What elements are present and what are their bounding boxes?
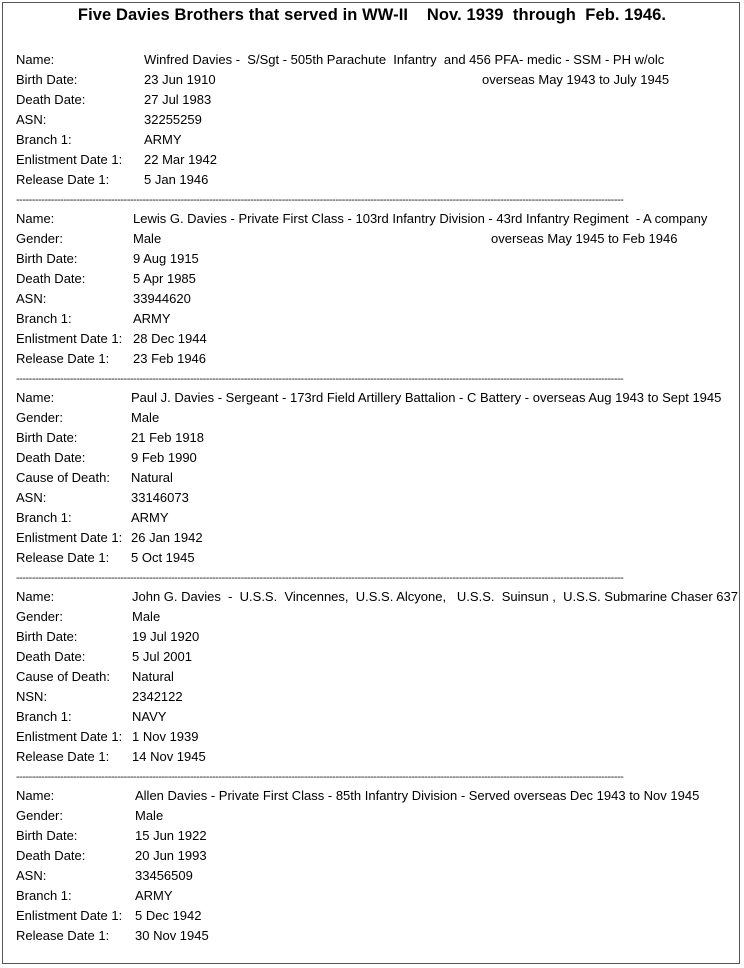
release-date-label: Release Date 1: xyxy=(16,928,110,943)
asn-label: ASN: xyxy=(16,490,47,505)
cause-of-death-value: Natural xyxy=(132,669,174,684)
release-date-label: Release Date 1: xyxy=(16,351,110,366)
birth-date-value: 23 Jun 1910 xyxy=(144,72,216,87)
release-date-value: 30 Nov 1945 xyxy=(135,928,209,943)
page-border xyxy=(2,2,740,964)
birth-date-value: 15 Jun 1922 xyxy=(135,828,207,843)
enlistment-date-label: Enlistment Date 1: xyxy=(16,152,123,167)
asn-label: ASN: xyxy=(16,291,47,306)
death-date-value: 9 Feb 1990 xyxy=(131,450,197,465)
cause-of-death-label: Cause of Death: xyxy=(16,669,110,684)
branch-value: NAVY xyxy=(132,709,167,724)
gender-value: Male xyxy=(133,231,162,246)
record-name: Lewis G. Davies - Private First Class - 103rd Infantry Division - 43rd Infantry Regiment - A company xyxy=(133,211,708,226)
branch-value: ARMY xyxy=(131,510,169,525)
branch-value: ARMY xyxy=(144,132,182,147)
release-date-label: Release Date 1: xyxy=(16,550,110,565)
death-date-label: Death Date: xyxy=(16,92,86,107)
enlistment-date-value: 26 Jan 1942 xyxy=(131,530,203,545)
enlistment-date-label: Enlistment Date 1: xyxy=(16,908,123,923)
asn-label: ASN: xyxy=(16,868,47,883)
birth-date-value: 19 Jul 1920 xyxy=(132,629,200,644)
separator-line: ------------------------------------------------------------------------------------------------------------------------------------------------------------------------------------------------ xyxy=(16,771,624,783)
death-date-value: 20 Jun 1993 xyxy=(135,848,207,863)
gender-label: Gender: xyxy=(16,808,63,823)
record-name: John G. Davies - U.S.S. Vincennes, U.S.S. Alcyone, U.S.S. Suinsun , U.S.S. Submarine Chaser 637 xyxy=(132,589,738,604)
enlistment-date-label: Enlistment Date 1: xyxy=(16,331,123,346)
gender-label: Gender: xyxy=(16,410,63,425)
service-note: overseas May 1945 to Feb 1946 xyxy=(491,231,678,246)
name-label: Name: xyxy=(16,390,55,405)
release-date-value: 5 Jan 1946 xyxy=(144,172,209,187)
death-date-value: 5 Jul 2001 xyxy=(132,649,192,664)
separator-line: ------------------------------------------------------------------------------------------------------------------------------------------------------------------------------------------------ xyxy=(16,373,624,385)
separator-line: ------------------------------------------------------------------------------------------------------------------------------------------------------------------------------------------------ xyxy=(16,194,624,206)
gender-label: Gender: xyxy=(16,231,63,246)
branch-label: Branch 1: xyxy=(16,311,72,326)
death-date-value: 5 Apr 1985 xyxy=(133,271,196,286)
enlistment-date-value: 28 Dec 1944 xyxy=(133,331,207,346)
death-date-value: 27 Jul 1983 xyxy=(144,92,212,107)
death-date-label: Death Date: xyxy=(16,848,86,863)
name-label: Name: xyxy=(16,788,55,803)
cause-of-death-value: Natural xyxy=(131,470,173,485)
separator-line: ------------------------------------------------------------------------------------------------------------------------------------------------------------------------------------------------ xyxy=(16,572,624,584)
enlistment-date-label: Enlistment Date 1: xyxy=(16,530,123,545)
birth-date-label: Birth Date: xyxy=(16,430,78,445)
enlistment-date-value: 1 Nov 1939 xyxy=(132,729,199,744)
asn-value: 33456509 xyxy=(135,868,193,883)
birth-date-label: Birth Date: xyxy=(16,629,78,644)
name-label: Name: xyxy=(16,589,55,604)
birth-date-label: Birth Date: xyxy=(16,828,78,843)
death-date-label: Death Date: xyxy=(16,450,86,465)
branch-label: Branch 1: xyxy=(16,709,72,724)
asn-value: 33146073 xyxy=(131,490,189,505)
service-note: overseas May 1943 to July 1945 xyxy=(482,72,670,87)
enlistment-date-value: 5 Dec 1942 xyxy=(135,908,202,923)
release-date-label: Release Date 1: xyxy=(16,749,110,764)
branch-label: Branch 1: xyxy=(16,888,72,903)
birth-date-value: 21 Feb 1918 xyxy=(131,430,205,445)
gender-label: Gender: xyxy=(16,609,63,624)
release-date-value: 5 Oct 1945 xyxy=(131,550,195,565)
gender-value: Male xyxy=(132,609,161,624)
release-date-value: 14 Nov 1945 xyxy=(132,749,206,764)
cause-of-death-label: Cause of Death: xyxy=(16,470,110,485)
record-name: Allen Davies - Private First Class - 85th Infantry Division - Served overseas Dec 1943 to Nov 1945 xyxy=(135,788,700,803)
branch-value: ARMY xyxy=(135,888,173,903)
name-label: Name: xyxy=(16,211,55,226)
asn-value: 32255259 xyxy=(144,112,202,127)
nsn-label: NSN: xyxy=(16,689,48,704)
enlistment-date-value: 22 Mar 1942 xyxy=(144,152,217,167)
birth-date-label: Birth Date: xyxy=(16,251,78,266)
record-name: Winfred Davies - S/Sgt - 505th Parachute Infantry and 456 PFA- medic - SSM - PH w/olc xyxy=(144,52,665,67)
release-date-label: Release Date 1: xyxy=(16,172,110,187)
gender-value: Male xyxy=(131,410,160,425)
branch-label: Branch 1: xyxy=(16,510,72,525)
branch-value: ARMY xyxy=(133,311,171,326)
birth-date-value: 9 Aug 1915 xyxy=(133,251,199,266)
page-title: Five Davies Brothers that served in WW-II Nov. 1939 through Feb. 1946. xyxy=(77,6,667,24)
release-date-value: 23 Feb 1946 xyxy=(133,351,207,366)
gender-value: Male xyxy=(135,808,164,823)
death-date-label: Death Date: xyxy=(16,271,86,286)
nsn-value: 2342122 xyxy=(132,689,183,704)
name-label: Name: xyxy=(16,52,55,67)
asn-value: 33944620 xyxy=(133,291,191,306)
asn-label: ASN: xyxy=(16,112,47,127)
branch-label: Branch 1: xyxy=(16,132,72,147)
enlistment-date-label: Enlistment Date 1: xyxy=(16,729,123,744)
birth-date-label: Birth Date: xyxy=(16,72,78,87)
record-name: Paul J. Davies - Sergeant - 173rd Field Artillery Battalion - C Battery - overseas Aug 1943 to Sept 1945 xyxy=(131,390,722,405)
death-date-label: Death Date: xyxy=(16,649,86,664)
